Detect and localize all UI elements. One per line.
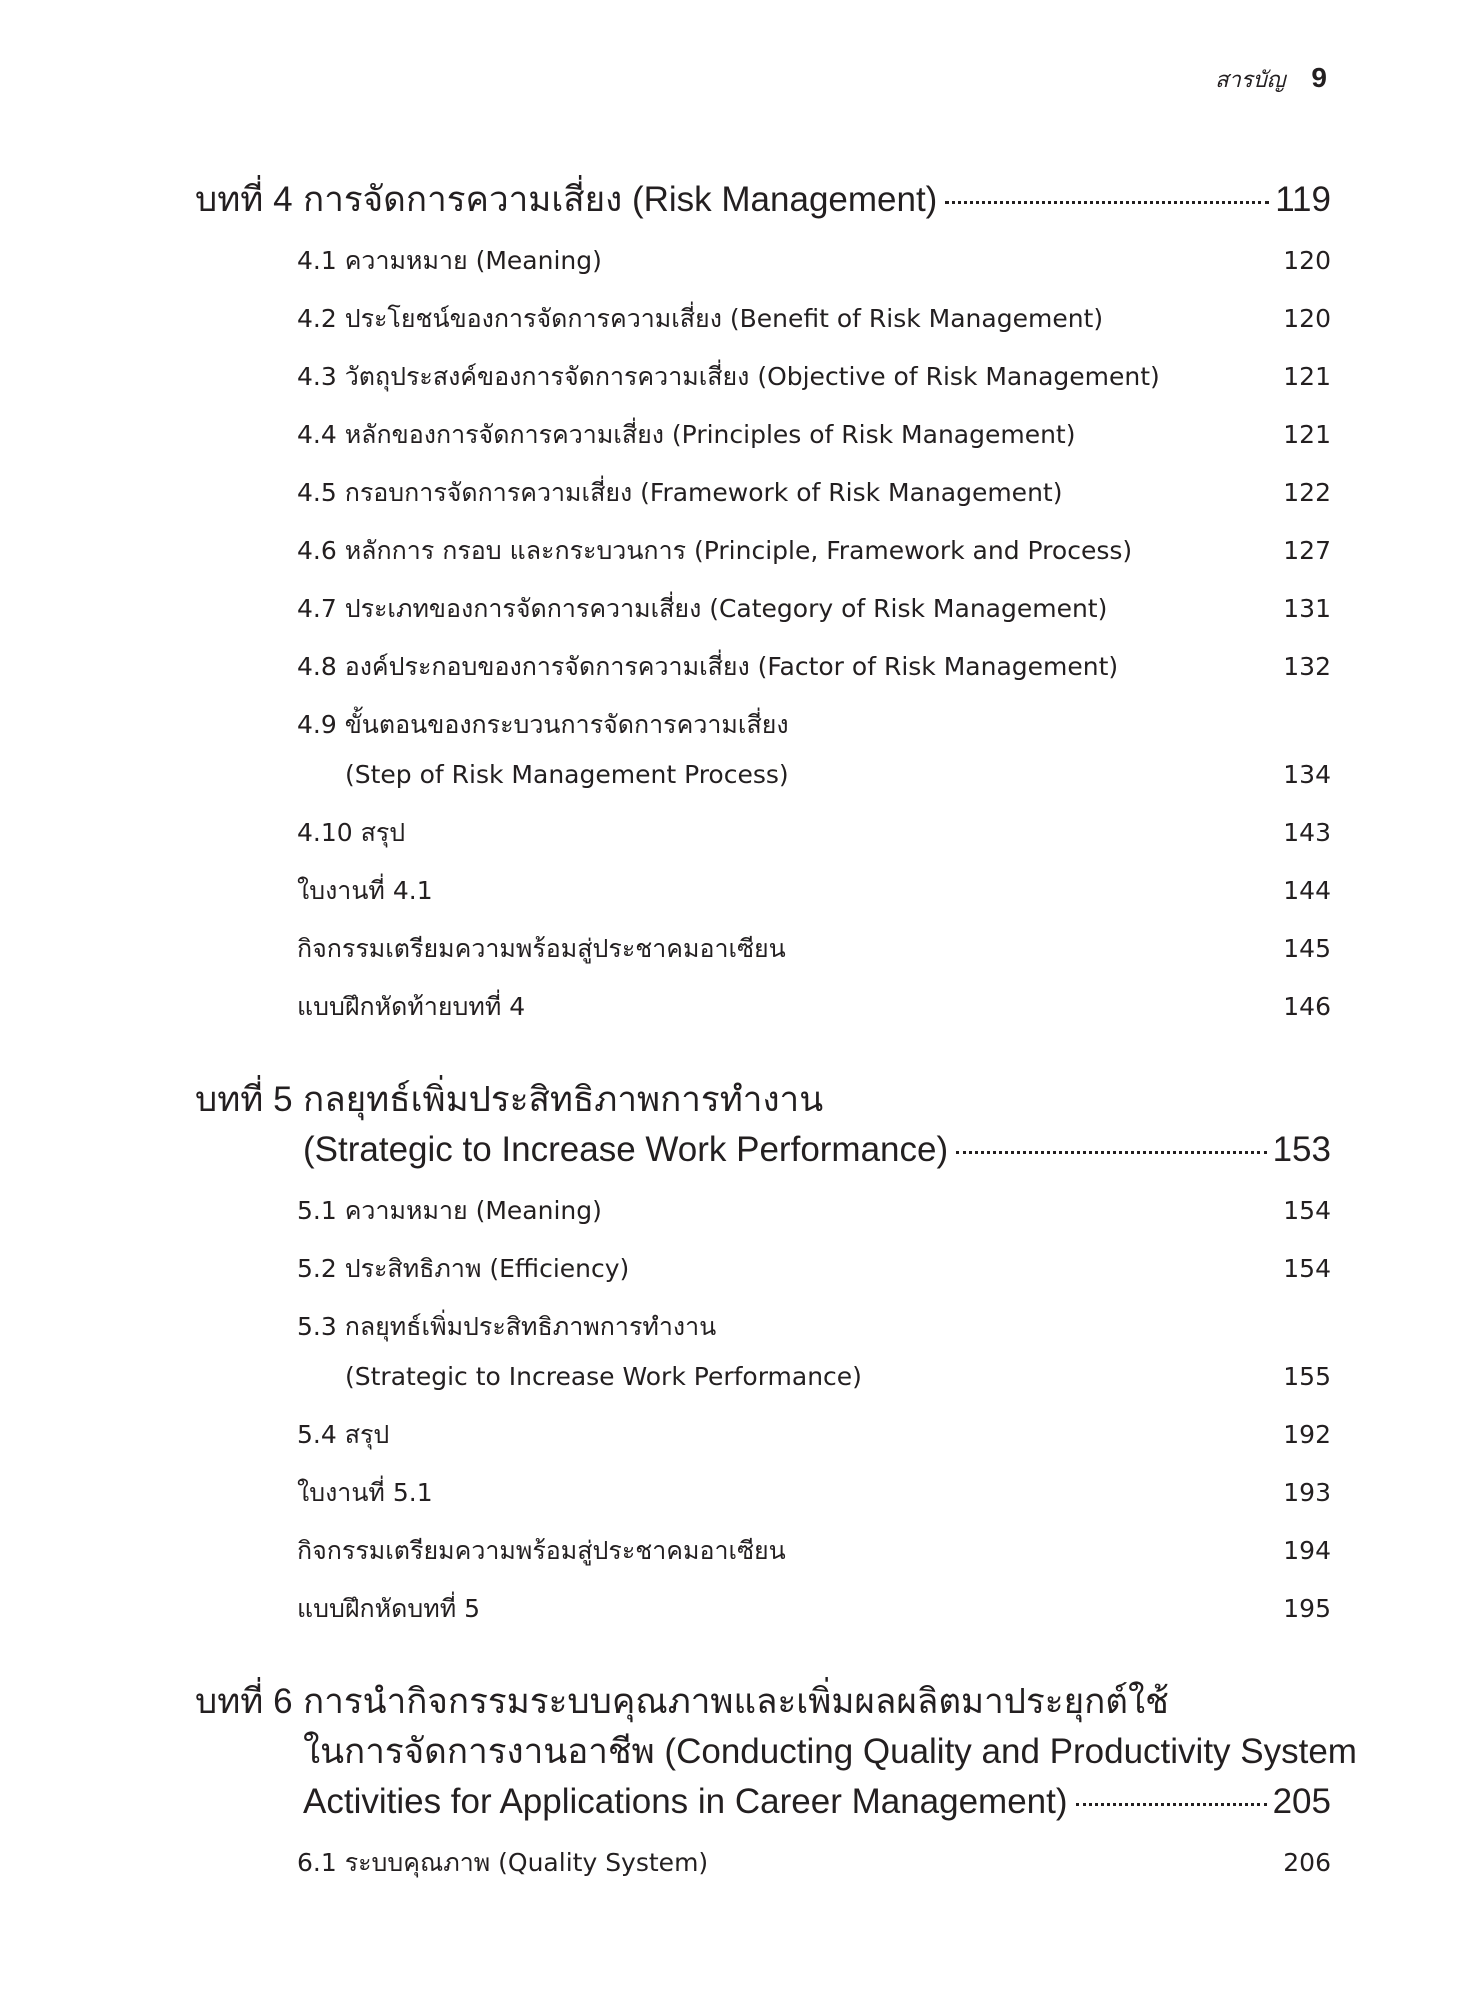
entry-title: 4.10 สรุป [297,818,406,847]
chapter-page: 119 [1275,180,1331,219]
entry-page: 193 [1283,1478,1331,1507]
entry-page: 132 [1283,652,1331,681]
chapter-title-line [303,1777,1331,1827]
entry-title: 4.2 ประโยชน์ของการจัดการความเสี่ยง (Benefit of Risk Management) [297,304,1104,333]
toc-entry[interactable] [297,696,1331,789]
page-number: 9 [1311,62,1327,93]
entry-page: 122 [1283,478,1331,507]
dot-leader [956,1151,1266,1154]
chapter-title-line [303,175,1331,225]
toc-entry[interactable] [297,1834,1331,1892]
toc-entry[interactable] [297,290,1331,348]
entry-page: 134 [1283,760,1331,789]
entry-title: 5.4 สรุป [297,1420,390,1449]
chapter-label: บทที่ 5 [195,1080,293,1119]
entry-title: กิจกรรมเตรียมความพร้อมสู่ประชาคมอาเซียน [297,934,786,963]
toc-entry[interactable] [297,804,1331,862]
entry-title-line2: (Strategic to Increase Work Performance) [345,1362,862,1391]
entry-title: กิจกรรมเตรียมความพร้อมสู่ประชาคมอาเซียน [297,1536,786,1565]
chapter-title: กลยุทธ์เพิ่มประสิทธิภาพการทำงาน [303,1080,824,1119]
toc-entry[interactable] [297,406,1331,464]
entry-title: แบบฝึกหัดบทที่ 5 [297,1594,481,1623]
entry-page: 146 [1283,992,1331,1021]
toc-entry[interactable] [297,1464,1331,1522]
toc-entry[interactable] [297,1240,1331,1298]
entry-page: 143 [1283,818,1331,847]
running-head-title: สารบัญ [1215,68,1286,93]
chapter-title-line [303,1125,1331,1175]
chapter-title: การนำกิจกรรมระบบคุณภาพและเพิ่มผลผลิตมาประยุกต์ใช้ [303,1682,1169,1721]
entry-title: 6.1 ระบบคุณภาพ (Quality System) [297,1848,709,1877]
entry-title: ใบงานที่ 4.1 [297,876,433,905]
entry-title: 5.1 ความหมาย (Meaning) [297,1196,602,1225]
toc-entry[interactable] [297,232,1331,290]
toc-entry[interactable] [297,638,1331,696]
dot-leader [1076,1803,1267,1806]
entry-page: 154 [1283,1254,1331,1283]
toc-entry[interactable] [297,862,1331,920]
entry-title: 5.3 กลยุทธ์เพิ่มประสิทธิภาพการทำงาน [297,1312,717,1341]
chapter-label: บทที่ 6 [195,1682,293,1721]
entry-title: ใบงานที่ 5.1 [297,1478,433,1507]
entry-page: 120 [1283,304,1331,333]
entry-title: 4.7 ประเภทของการจัดการความเสี่ยง (Category of Risk Management) [297,594,1108,623]
entry-page: 155 [1283,1362,1331,1391]
chapter-5-heading[interactable] [195,1075,1331,1175]
chapter-page: 205 [1272,1782,1331,1821]
entry-title: 4.3 วัตถุประสงค์ของการจัดการความเสี่ยง (Objective of Risk Management) [297,362,1160,391]
chapter-title-line2: (Strategic to Increase Work Performance) [303,1130,949,1169]
chapter-4-heading[interactable] [195,175,1331,225]
entry-page: 120 [1283,246,1331,275]
entry-page: 154 [1283,1196,1331,1225]
entry-page: 121 [1283,420,1331,449]
entry-page: 195 [1283,1594,1331,1623]
chapter-title-line2: ในการจัดการงานอาชีพ (Conducting Quality and Productivity System [303,1732,1357,1771]
entry-title: 4.5 กรอบการจัดการความเสี่ยง (Framework of Risk Management) [297,478,1063,507]
entry-title: 4.4 หลักของการจัดการความเสี่ยง (Principles of Risk Management) [297,420,1076,449]
entry-title: 4.8 องค์ประกอบของการจัดการความเสี่ยง (Factor of Risk Management) [297,652,1119,681]
toc-entry[interactable] [297,348,1331,406]
toc-entry[interactable] [297,1522,1331,1580]
entry-page: 127 [1283,536,1331,565]
entry-page: 145 [1283,934,1331,963]
toc-entry[interactable] [297,1406,1331,1464]
chapter-page: 153 [1272,1130,1331,1169]
toc-entry[interactable] [297,978,1331,1036]
entry-title: แบบฝึกหัดท้ายบทที่ 4 [297,992,526,1021]
chapter-6-heading[interactable] [195,1677,1357,1827]
chapter-label: บทที่ 4 [195,180,293,219]
entry-page: 144 [1283,876,1331,905]
entry-title: 4.1 ความหมาย (Meaning) [297,246,602,275]
toc-entry[interactable] [297,522,1331,580]
entry-page: 121 [1283,362,1331,391]
toc-entry[interactable] [297,580,1331,638]
entry-page: 192 [1283,1420,1331,1449]
entry-title-line2: (Step of Risk Management Process) [345,760,789,789]
chapter-title-line3: Activities for Applications in Career Management) [303,1782,1068,1821]
dot-leader [945,201,1269,204]
entry-title: 4.9 ขั้นตอนของกระบวนการจัดการความเสี่ยง [297,710,789,739]
toc-entry[interactable] [297,920,1331,978]
toc-entry[interactable] [297,1182,1331,1240]
toc-entry[interactable] [297,1298,1331,1391]
toc-entry[interactable] [297,1580,1331,1638]
entry-title: 5.2 ประสิทธิภาพ (Efficiency) [297,1254,630,1283]
chapter-title: การจัดการความเสี่ยง (Risk Management) [303,180,938,219]
entry-page: 131 [1283,594,1331,623]
entry-page: 206 [1283,1848,1331,1877]
entry-page: 194 [1283,1536,1331,1565]
entry-title: 4.6 หลักการ กรอบ และกระบวนการ (Principle, Framework and Process) [297,536,1133,565]
toc-entry[interactable] [297,464,1331,522]
